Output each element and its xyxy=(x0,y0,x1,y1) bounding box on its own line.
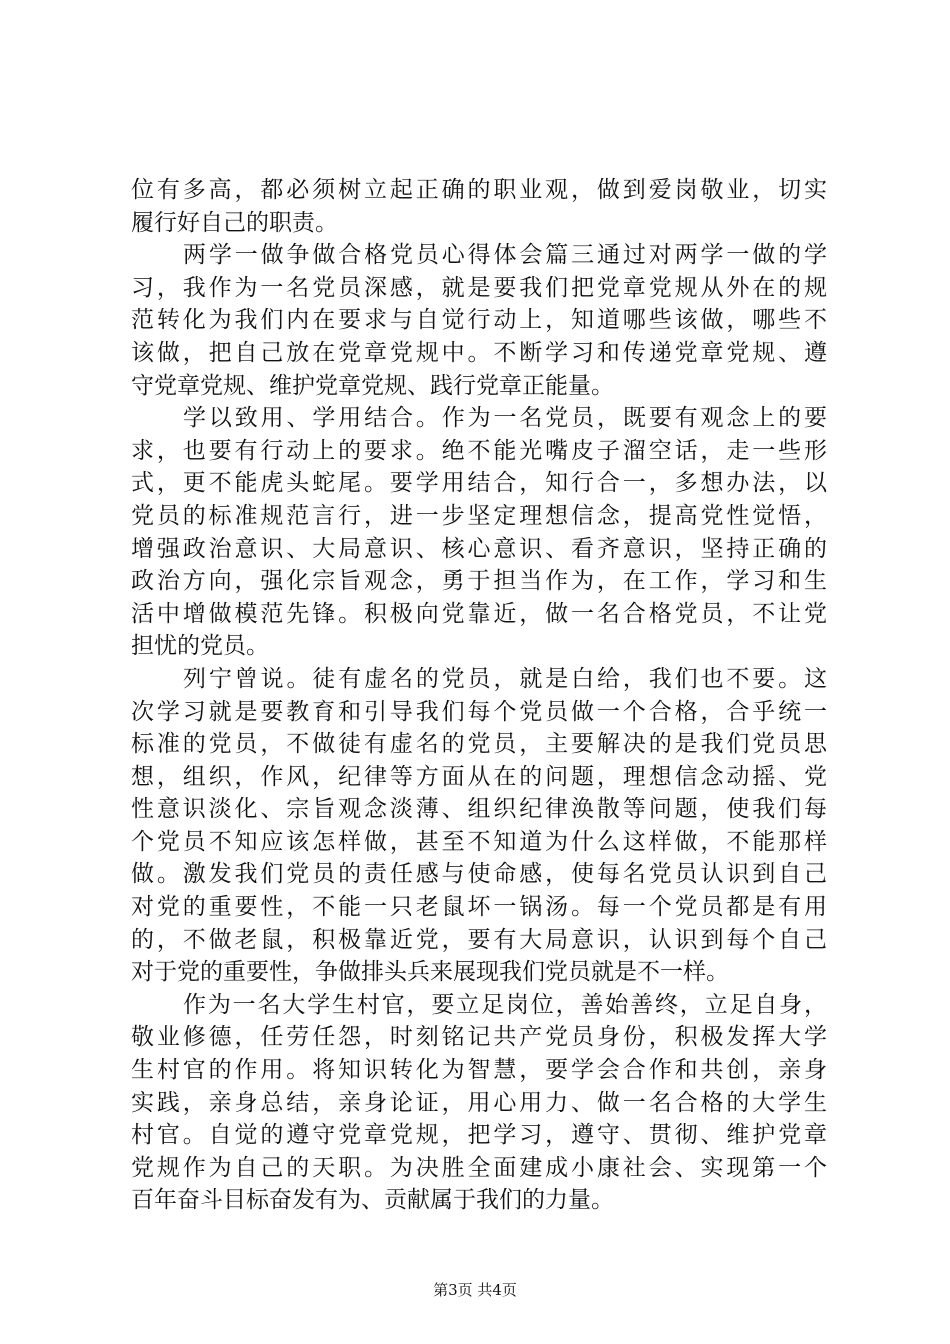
text-line: 位有多高，都必须树立起正确的职业观，做到爱岗敬业，切实 xyxy=(131,177,827,203)
text-line: 活中增做模范先锋。积极向党靠近，做一名合格党员，不让党 xyxy=(131,600,827,627)
text-line: 党员的标准规范言行，进一步坚定理想信念，提高党性觉悟， xyxy=(131,502,827,529)
text-line: 村官。自觉的遵守党章党规，把学习，遵守、贯彻、维护党章 xyxy=(131,1122,827,1149)
document-body xyxy=(131,174,827,1217)
text-line: 学以致用、学用结合。作为一名党员，既要有观念上的要 xyxy=(183,405,827,432)
text-line: 做。激发我们党员的责任感与使命感，使每名党员认识到自己 xyxy=(131,861,827,888)
text-line: 求，也要有行动上的要求。绝不能光嘴皮子溜空话，走一些形 xyxy=(131,437,827,464)
text-line: 范转化为我们内在要求与自觉行动上，知道哪些该做，哪些不 xyxy=(131,307,827,334)
text-line: 性意识淡化、宗旨观念淡薄、组织纪律涣散等问题，使我们每 xyxy=(131,796,827,823)
text-line: 守党章党规、维护党章党规、践行党章正能量。 xyxy=(131,372,614,399)
text-line: 实践，亲身总结，亲身论证，用心用力、做一名合格的大学生 xyxy=(131,1089,827,1116)
text-line: 增强政治意识、大局意识、核心意识、看齐意识，坚持正确的 xyxy=(131,535,827,562)
text-line: 式，更不能虎头蛇尾。要学用结合，知行合一，多想办法，以 xyxy=(131,470,827,497)
text-line: 该做，把自己放在党章党规中。不断学习和传递党章党规、遵 xyxy=(131,339,827,366)
text-line: 担忧的党员。 xyxy=(131,633,269,660)
paragraph xyxy=(131,663,827,989)
text-line: 次学习就是要教育和引导我们每个党员做一个合格，合乎统一 xyxy=(131,698,827,725)
paragraph xyxy=(131,239,827,402)
paragraph-continuation xyxy=(131,174,827,239)
page-number-footer: 第3页 共4页 xyxy=(433,1281,517,1299)
text-line: 标准的党员，不做徒有虚名的党员，主要解决的是我们党员思 xyxy=(131,731,827,758)
text-line: 党规作为自己的天职。为决胜全面建成小康社会、实现第一个 xyxy=(131,1154,827,1181)
text-line: 想，组织，作风，纪律等方面从在的问题，理想信念动摇、党 xyxy=(131,763,827,790)
text-line: 生村官的作用。将知识转化为智慧，要学会合作和共创，亲身 xyxy=(131,1057,827,1084)
text-line: 习，我作为一名党员深感，就是要我们把党章党规从外在的规 xyxy=(131,274,827,301)
text-line: 敬业修德，任劳任怨，时刻铭记共产党员身份，积极发挥大学 xyxy=(131,1024,827,1051)
text-line: 百年奋斗目标奋发有为、贡献属于我们的力量。 xyxy=(131,1187,614,1214)
paragraph xyxy=(131,402,827,663)
text-line: 列宁曾说。徒有虚名的党员，就是白给，我们也不要。这 xyxy=(183,665,827,692)
text-line: 作为一名大学生村官，要立足岗位，善始善终，立足自身， xyxy=(183,991,827,1018)
text-line: 个党员不知应该怎样做，甚至不知道为什么这样做，不能那样 xyxy=(131,828,827,855)
paragraph xyxy=(131,989,827,1217)
text-line: 履行好自己的职责。 xyxy=(131,209,338,236)
text-line: 政治方向，强化宗旨观念，勇于担当作为，在工作，学习和生 xyxy=(131,568,827,595)
text-line: 对于党的重要性，争做排头兵来展现我们党员就是不一样。 xyxy=(131,959,729,986)
text-line: 对党的重要性，不能一只老鼠坏一锅汤。每一个党员都是有用 xyxy=(131,894,827,921)
text-line: 的，不做老鼠，积极靠近党，要有大局意识，认识到每个自己 xyxy=(131,926,827,953)
text-line: 两学一做争做合格党员心得体会篇三通过对两学一做的学 xyxy=(183,242,827,269)
